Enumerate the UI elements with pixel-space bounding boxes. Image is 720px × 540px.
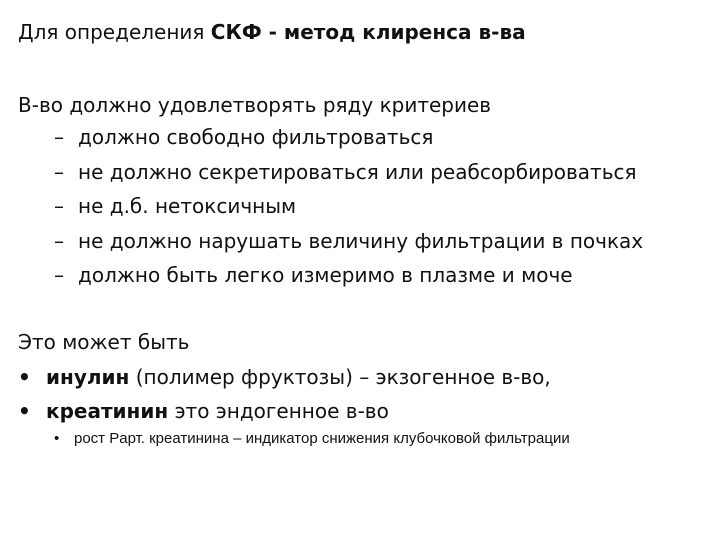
sub-bullet-item	[54, 430, 614, 448]
example-item-inulin	[18, 363, 551, 391]
criteria-item-text: не должно секретироваться или реабсорбироваться	[78, 160, 637, 184]
criteria-item-text: не должно нарушать величину фильтрации в почках	[78, 229, 644, 253]
criteria-item	[54, 227, 643, 255]
example-description: (полимер фруктозы) – экзогенное в-во,	[129, 365, 551, 389]
criteria-item	[54, 123, 433, 151]
criteria-item	[54, 158, 637, 186]
dash-marker: –	[54, 160, 64, 184]
dash-marker: –	[54, 194, 64, 218]
criteria-item	[54, 192, 296, 220]
bullet-marker: •	[18, 365, 31, 389]
criteria-item	[54, 261, 573, 289]
dash-marker: –	[54, 263, 64, 287]
dash-marker: –	[54, 229, 64, 253]
slide-title	[18, 18, 526, 46]
criteria-item-text: должно быть легко измеримо в плазме и моче	[78, 263, 573, 287]
title-prefix: Для определения	[18, 20, 211, 44]
criteria-item-text: не д.б. нетоксичным	[78, 194, 297, 218]
dash-marker: –	[54, 125, 64, 149]
sub-bullet-text: рост Pарт. креатинина – индикатор снижения клубочковой фильтрации	[74, 430, 570, 447]
title-bold: СКФ - метод клиренса в-ва	[210, 20, 526, 44]
bullet-marker: •	[18, 399, 31, 423]
criteria-intro: В-во должно удовлетворять ряду критериев	[18, 93, 492, 117]
example-term: инулин	[46, 365, 130, 389]
example-term: креатинин	[46, 399, 169, 423]
examples-intro: Это может быть	[18, 330, 190, 354]
sub-bullet-marker: •	[54, 430, 60, 447]
criteria-item-text: должно свободно фильтроваться	[78, 125, 434, 149]
example-item-creatinine	[18, 397, 389, 425]
example-description: это эндогенное в-во	[168, 399, 389, 423]
